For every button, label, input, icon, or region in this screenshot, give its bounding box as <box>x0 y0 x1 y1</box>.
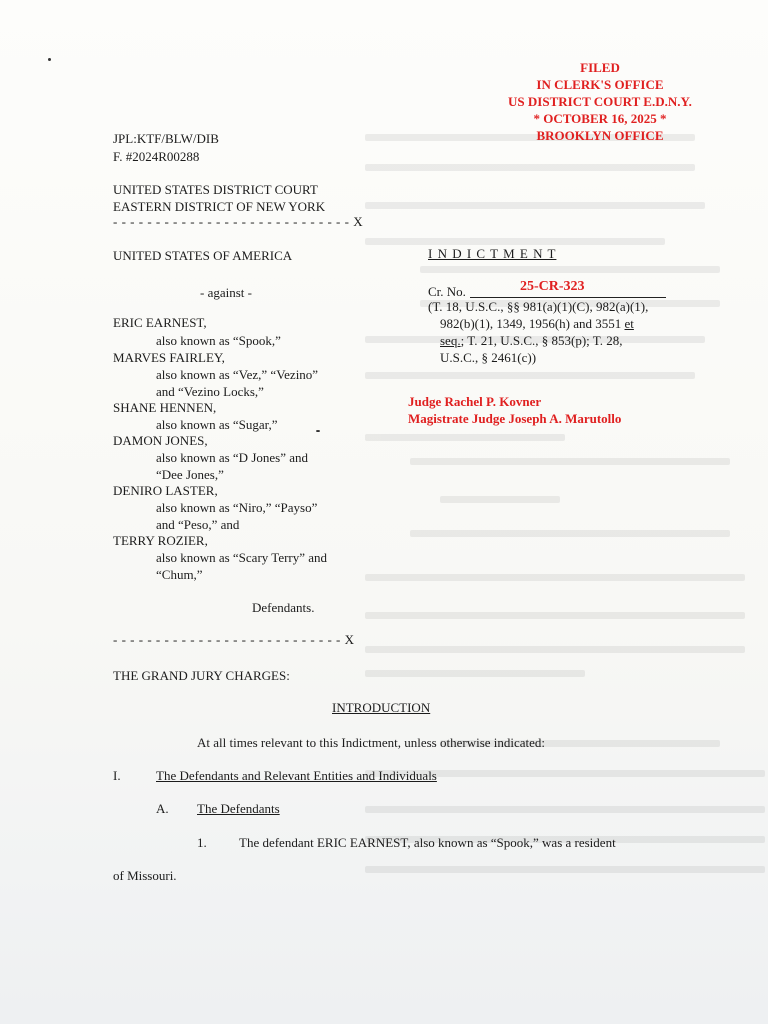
attorney-initials: JPL:KTF/BLW/DIB <box>113 131 219 146</box>
subsection-number: A. <box>156 801 169 816</box>
defendant-alias: also known as “Sugar,” <box>156 417 278 432</box>
plaintiff-name: UNITED STATES OF AMERICA <box>113 248 293 263</box>
defendant-name: ERIC EARNEST, <box>113 315 207 330</box>
file-number: F. #2024R00288 <box>113 149 200 164</box>
defendant-alias: and “Peso,” and <box>156 517 240 532</box>
defendant-alias: also known as “D Jones” and <box>156 450 308 465</box>
case-number: 25-CR-323 <box>520 279 585 294</box>
statutes-line-2 <box>440 316 634 332</box>
court-name: UNITED STATES DISTRICT COURT <box>113 182 318 197</box>
scan-speck <box>316 430 320 432</box>
statutes-text: ; T. 21, U.S.C., § 853(p); T. 28, <box>460 333 623 348</box>
defendant-name: DAMON JONES, <box>113 433 208 448</box>
document-title: I N D I C T M E N T <box>428 246 557 261</box>
clerk-filing-stamp <box>470 59 730 144</box>
stamp-clerks-office: IN CLERK'S OFFICE <box>536 77 664 92</box>
grand-jury-charges: THE GRAND JURY CHARGES: <box>113 668 290 683</box>
defendant-alias: also known as “Vez,” “Vezino” <box>156 367 319 382</box>
defendant-alias: “Chum,” <box>156 567 203 582</box>
paragraph-text: The defendant ERIC EARNEST, also known as “Spook,” was a resident <box>239 835 616 850</box>
assigned-magistrate: Magistrate Judge Joseph A. Marutollo <box>408 411 622 426</box>
subsection-title: The Defendants <box>197 801 280 816</box>
caption-bottom-separator: - - - - - - - - - - - - - - - - - - - - - - - - - - - X <box>113 632 355 647</box>
defendant-name: MARVES FAIRLEY, <box>113 350 225 365</box>
statutes-line-1: (T. 18, U.S.C., §§ 981(a)(1)(C), 982(a)(1), <box>428 299 649 314</box>
introduction-heading: INTRODUCTION <box>332 700 431 715</box>
against-label: - against - <box>200 285 252 300</box>
assigned-judge: Judge Rachel P. Kovner <box>408 394 542 409</box>
statutes-et: et <box>624 316 634 331</box>
stamp-date: * OCTOBER 16, 2025 * <box>533 111 667 126</box>
paragraph-continuation: of Missouri. <box>113 868 177 883</box>
case-number-label: Cr. No. <box>428 284 466 299</box>
introduction-text: At all times relevant to this Indictment, unless otherwise indicated: <box>197 735 546 750</box>
defendant-alias: “Dee Jones,” <box>156 467 224 482</box>
scan-speck <box>48 58 51 61</box>
statutes-seq: seq. <box>440 333 461 348</box>
section-number: I. <box>113 768 121 783</box>
statutes-line-4: U.S.C., § 2461(c)) <box>440 350 537 365</box>
stamp-office: BROOKLYN OFFICE <box>536 128 664 143</box>
defendant-alias: also known as “Spook,” <box>156 333 281 348</box>
defendant-name: TERRY ROZIER, <box>113 533 208 548</box>
stamp-court: US DISTRICT COURT E.D.N.Y. <box>508 94 692 109</box>
defendant-alias: also known as “Niro,” “Payso” <box>156 500 318 515</box>
caption-top-separator: - - - - - - - - - - - - - - - - - - - - - - - - - - - - X <box>113 214 364 229</box>
defendants-label: Defendants. <box>252 600 315 615</box>
defendant-name: DENIRO LASTER, <box>113 483 218 498</box>
case-number-blank <box>470 297 666 298</box>
defendant-alias: and “Vezino Locks,” <box>156 384 264 399</box>
paragraph-number: 1. <box>197 835 207 850</box>
district-name: EASTERN DISTRICT OF NEW YORK <box>113 199 326 214</box>
statutes-text: 982(b)(1), 1349, 1956(h) and 3551 <box>440 316 625 331</box>
defendant-alias: also known as “Scary Terry” and <box>156 550 328 565</box>
defendant-name: SHANE HENNEN, <box>113 400 217 415</box>
statutes-line-3 <box>440 333 623 349</box>
stamp-filed: FILED <box>580 60 620 75</box>
section-title: The Defendants and Relevant Entities and Individuals <box>156 768 437 783</box>
